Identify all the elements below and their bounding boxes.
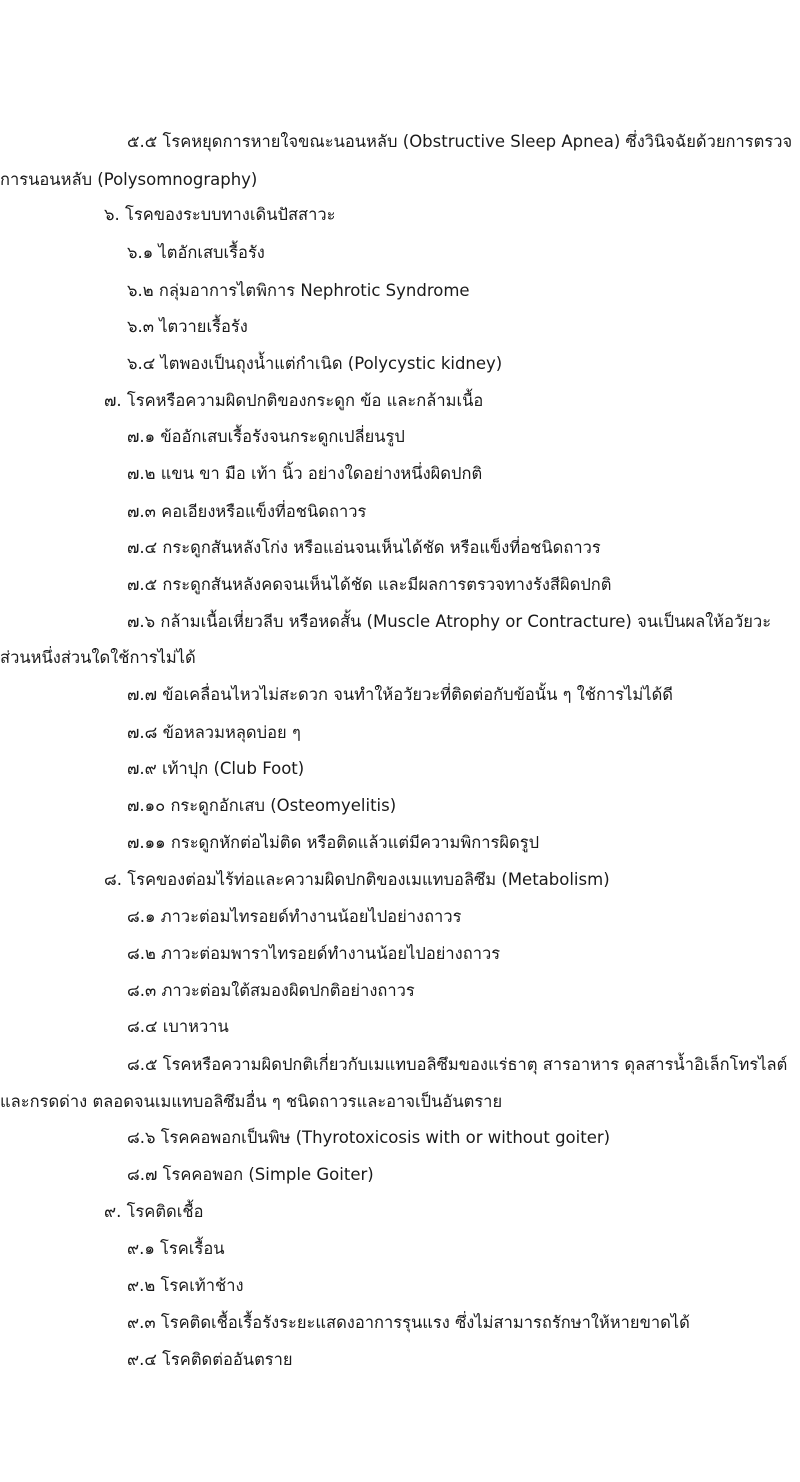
item-6-4: ๖.๔ ไตพองเป็นถุงน้ำแต่กำเนิด (Polycystic kidney): [127, 354, 503, 373]
item-7-5: ๗.๕ กระดูกสันหลังคดจนเห็นได้ชัด และมีผลการตรวจทางรังสีผิดปกติ: [127, 575, 612, 594]
item-8-6: ๘.๖ โรคคอพอกเป็นพิษ (Thyrotoxicosis with or without goiter): [127, 1128, 611, 1147]
item-8-4: ๘.๔ เบาหวาน: [127, 1017, 229, 1036]
section-6-heading: ๖. โรคของระบบทางเดินปัสสาวะ: [104, 205, 336, 224]
item-7-7: ๗.๗ ข้อเคลื่อนไหวไม่สะดวก จนทำให้อวัยวะที่ติดต่อกับข้อนั้น ๆ ใช้การไม่ได้ดี: [127, 685, 673, 704]
item-7-4: ๗.๔ กระดูกสันหลังโก่ง หรือแอ่นจนเห็นได้ชัด หรือแข็งที่อชนิดถาวร: [127, 538, 601, 557]
item-5-5: ๕.๕ โรคหยุดการหายใจขณะนอนหลับ (Obstructive Sleep Apnea) ซึ่งวินิจฉัยด้วยการตรวจ: [127, 132, 793, 151]
item-7-10: ๗.๑๐ กระดูกอักเสบ (Osteomyelitis): [127, 796, 397, 815]
item-8-1: ๘.๑ ภาวะต่อมไทรอยด์ทำงานน้อยไปอย่างถาวร: [127, 907, 462, 926]
item-6-1: ๖.๑ ไตอักเสบเรื้อรัง: [127, 243, 265, 262]
section-7-heading: ๗. โรคหรือความผิดปกติของกระดูก ข้อ และกล้ามเนื้อ: [104, 391, 484, 410]
item-7-6-continued: ส่วนหนึ่งส่วนใดใช้การไม่ได้: [0, 648, 196, 667]
item-7-9: ๗.๙ เท้าปุก (Club Foot): [127, 759, 305, 778]
item-6-2: ๖.๒ กลุ่มอาการไตพิการ Nephrotic Syndrome: [127, 281, 470, 300]
item-7-2: ๗.๒ แขน ขา มือ เท้า นิ้ว อย่างใดอย่างหนึ่งผิดปกติ: [127, 464, 483, 483]
item-8-2: ๘.๒ ภาวะต่อมพาราไทรอยด์ทำงานน้อยไปอย่างถาวร: [127, 944, 501, 963]
item-5-5-continued: การนอนหลับ (Polysomnography): [0, 170, 258, 189]
item-8-5: ๘.๕ โรคหรือความผิดปกติเกี่ยวกับเมแทบอลิซึมของแร่ธาตุ สารอาหาร ดุลสารน้ำอิเล็กโทรไลต์: [127, 1055, 788, 1074]
item-8-3: ๘.๓ ภาวะต่อมใต้สมองผิดปกติอย่างถาวร: [127, 981, 415, 1000]
item-9-4: ๙.๔ โรคติดต่ออันตราย: [127, 1350, 293, 1369]
item-9-3: ๙.๓ โรคติดเชื้อเรื้อรังระยะแสดงอาการรุนแรง ซึ่งไม่สามารถรักษาให้หายขาดได้: [127, 1313, 690, 1332]
item-7-8: ๗.๘ ข้อหลวมหลุดบ่อย ๆ: [127, 723, 301, 742]
item-6-3: ๖.๓ ไตวายเรื้อรัง: [127, 317, 248, 336]
item-7-11: ๗.๑๑ กระดูกหักต่อไม่ติด หรือติดแล้วแต่มีความพิการผิดรูป: [127, 833, 540, 852]
section-8-heading: ๘. โรคของต่อมไร้ท่อและความผิดปกติของเมแทบอลิซึม (Metabolism): [104, 870, 610, 889]
item-9-2: ๙.๒ โรคเท้าช้าง: [127, 1276, 244, 1295]
item-8-5-continued: และกรดด่าง ตลอดจนเมแทบอลิซึมอื่น ๆ ชนิดถาวรและอาจเป็นอันตราย: [0, 1092, 503, 1111]
item-7-3: ๗.๓ คอเอียงหรือแข็งที่อชนิดถาวร: [127, 502, 367, 521]
item-8-7: ๘.๗ โรคคอพอก (Simple Goiter): [127, 1165, 374, 1184]
item-7-1: ๗.๑ ข้ออักเสบเรื้อรังจนกระดูกเปลี่ยนรูป: [127, 427, 405, 446]
item-7-6: ๗.๖ กล้ามเนื้อเหี่ยวลีบ หรือหดสั้น (Muscle Atrophy or Contracture) จนเป็นผลให้อวัยวะ: [127, 612, 772, 631]
item-9-1: ๙.๑ โรคเรื้อน: [127, 1239, 225, 1258]
section-9-heading: ๙. โรคติดเชื้อ: [104, 1202, 204, 1221]
